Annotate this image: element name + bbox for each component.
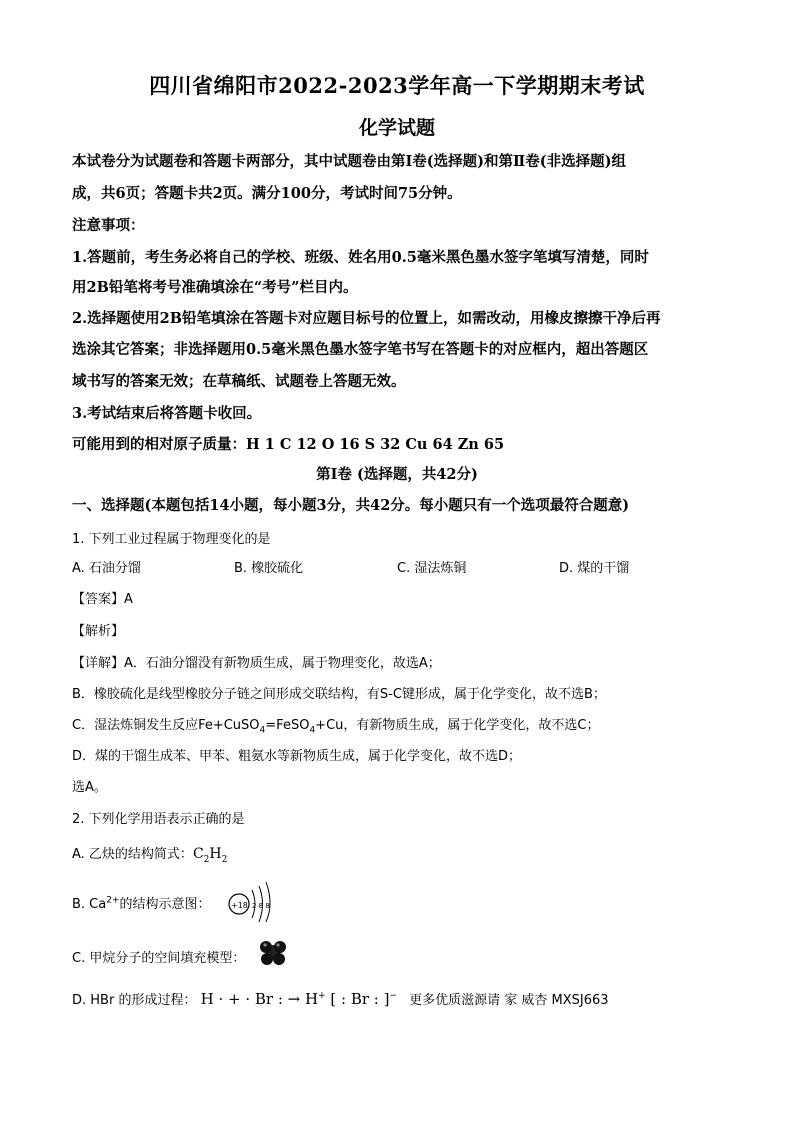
intro-line-1: 本试卷分为试题卷和答题卡两部分，其中试题卷由第Ⅰ卷(选择题)和第Ⅱ卷(非选择题)组 xyxy=(72,153,626,170)
q1-option-a: A. 石油分馏 xyxy=(72,561,141,576)
notice-2c: 域书写的答案无效；在草稿纸、试题卷上答题无效。 xyxy=(72,373,406,390)
q1-option-c: C. 湿法炼铜 xyxy=(397,561,467,576)
q2-option-d xyxy=(72,989,609,1008)
intro-line-2: 成，共6页；答题卡共2页。满分100分，考试时间75分钟。 xyxy=(72,185,462,202)
q1-detail-c-sub1: 4 xyxy=(259,725,266,736)
q1-option-b: B. 橡胶硫化 xyxy=(234,561,304,576)
q1-detail-a: 【详解】A．石油分馏没有新物质生成，属于物理变化，故选A； xyxy=(72,656,441,671)
q2-option-d-text: D. HBr 的形成过程： xyxy=(72,993,197,1008)
br-anion: [ : Br : ] xyxy=(330,990,390,1008)
q2-stem: 2. 下列化学用语表示正确的是 xyxy=(72,812,245,827)
section1-heading: 一、选择题(本题包括14小题，每小题3分，共42分。每小题只有一个选项最符合题意) xyxy=(72,497,630,514)
br-charge: − xyxy=(389,991,398,1001)
notice-3: 3.考试结束后将答题卡收回。 xyxy=(72,405,262,422)
q1-option-d: D. 煤的干馏 xyxy=(559,561,630,576)
formula-sub-2: 2 xyxy=(221,854,228,865)
notice-1a: 1.答题前，考生务必将自己的学校、班级、姓名用0.5毫米黑色墨水签字笔填写清楚，同时 xyxy=(72,249,649,266)
notice-1b: 用2B铅笔将考号准确填涂在“考号”栏目内。 xyxy=(72,279,358,296)
q2-option-c: C. 甲烷分子的空间填充模型： xyxy=(72,951,246,966)
q2-option-b xyxy=(72,893,211,912)
q1-detail-c-pre: C．湿法炼铜发生反应Fe+CuSO xyxy=(72,718,260,733)
exam-subtitle: 化学试题 xyxy=(358,117,435,139)
hbr-formation-process xyxy=(201,990,397,1008)
q2-option-a-text: A. 乙炔的结构简式： xyxy=(72,847,193,862)
part1-heading: 第Ⅰ卷 (选择题，共42分) xyxy=(316,466,478,483)
q2-option-b-text-pre: B. Ca xyxy=(72,897,107,912)
q1-analysis-label: 【解析】 xyxy=(72,624,125,639)
electron-shells: 2 8 8 xyxy=(252,902,270,910)
q1-conclusion: 选A。 xyxy=(72,780,107,795)
formula-sub-1: 2 xyxy=(203,854,210,865)
notice-2b: 选涂其它答案；非选择题用0.5毫米黑色墨水签字笔书写在答题卡的对应框内，超出答题区 xyxy=(72,341,649,358)
formula-c: C xyxy=(192,846,204,862)
q1-detail-d: D．煤的干馏生成苯、甲苯、粗氨水等新物质生成，属于化学变化，故不选D； xyxy=(72,749,522,764)
q1-detail-c xyxy=(72,714,599,736)
q1-detail-c-sub2: 4 xyxy=(309,725,316,736)
q1-answer: 【答案】A xyxy=(72,592,133,607)
ca-ion-structure-diagram xyxy=(226,880,274,922)
footer-watermark: 更多优质滋源请 家 威杏 MXSJ663 xyxy=(409,993,609,1008)
hbr-reactants: H · + · Br : → H xyxy=(200,990,319,1008)
q2-option-b-sup: 2+ xyxy=(106,895,120,906)
q1-detail-c-post: +Cu，有新物质生成，属于化学变化，故不选C； xyxy=(315,718,600,733)
q2-option-a xyxy=(72,843,227,865)
exam-title: 四川省绵阳市2022-2023学年高一下学期期末考试 xyxy=(149,73,645,98)
q1-detail-b: B．橡胶硫化是线型橡胶分子链之间形成交联结构，有S-C键形成，属于化学变化，故不选B； xyxy=(72,687,606,702)
methane-space-filling-model-icon xyxy=(258,938,288,966)
notice-2a: 2.选择题使用2B铅笔填涂在答题卡对应题目标号的位置上，如需改动，用橡皮擦擦干净后再 xyxy=(72,310,661,327)
q1-detail-c-mid: =FeSO xyxy=(265,718,310,733)
q1-stem: 1. 下列工业过程属于物理变化的是 xyxy=(72,532,271,547)
h-charge: + xyxy=(318,991,326,1001)
formula-h: H xyxy=(209,846,222,862)
atomic-masses: 可能用到的相对原子质量：H 1 C 12 O 16 S 32 Cu 64 Zn 65 xyxy=(72,436,505,453)
nucleus-charge: +18 xyxy=(231,901,248,910)
notice-heading: 注意事项： xyxy=(72,217,145,234)
q2-option-a-formula xyxy=(192,846,228,865)
q2-option-b-text-post: 的结构示意图： xyxy=(119,897,211,912)
